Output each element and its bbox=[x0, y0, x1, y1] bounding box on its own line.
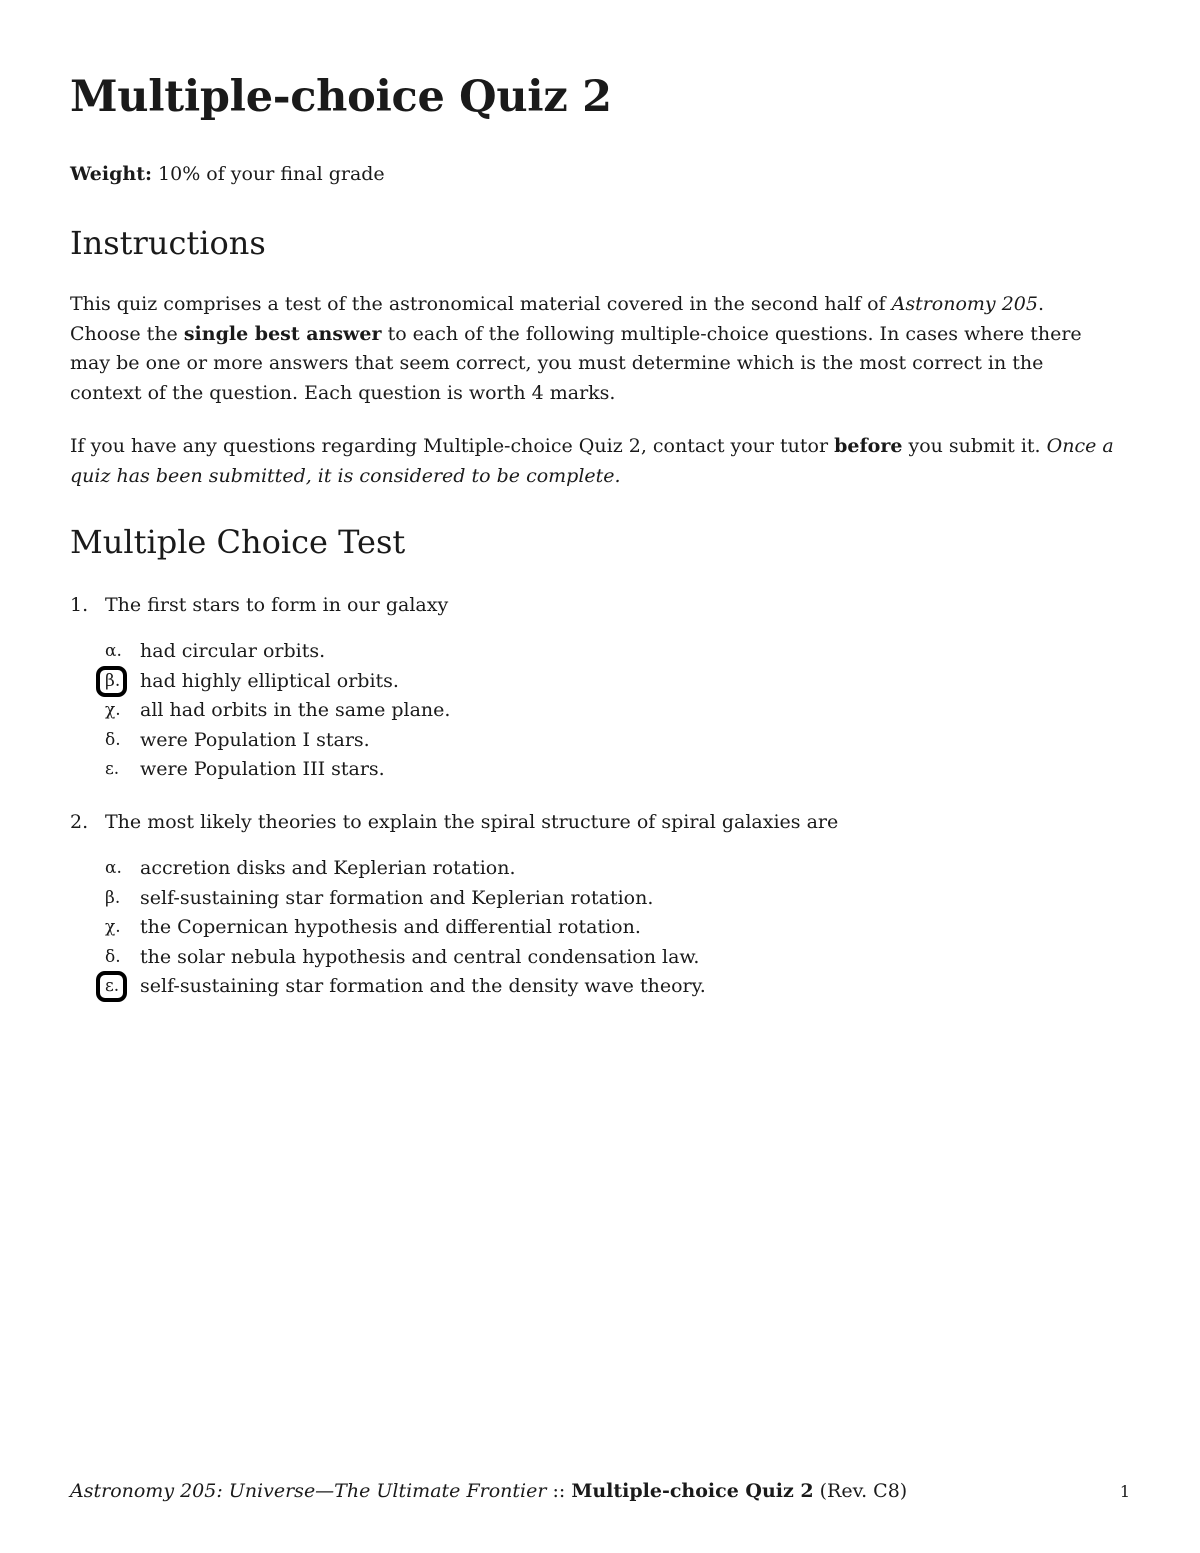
instructions-paragraph-2 bbox=[70, 432, 1115, 491]
instructions-paragraph-1 bbox=[70, 290, 1115, 408]
option-text: all had orbits in the same plane. bbox=[140, 699, 451, 722]
answer-option-beta-selected[interactable] bbox=[105, 667, 1115, 697]
instructions-heading: Instructions bbox=[70, 224, 266, 262]
option-text: were Population I stars. bbox=[140, 728, 370, 751]
page-number: 1 bbox=[1119, 1482, 1130, 1501]
para1-text-3: to each of the following multiple-choice questions. In cases where there may be one or more answers that seem correct, you must determine which is the most correct in the context of the question. Each question is worth 4 marks. bbox=[70, 322, 1082, 404]
answer-option-alpha[interactable] bbox=[105, 637, 1115, 667]
weight-label: Weight: bbox=[70, 163, 152, 185]
option-marker: χ. bbox=[105, 917, 121, 938]
option-text: the Copernican hypothesis and differential rotation. bbox=[140, 916, 641, 939]
option-marker: δ. bbox=[105, 729, 121, 750]
page-footer bbox=[70, 1480, 1130, 1502]
answer-option-alpha[interactable] bbox=[105, 854, 1115, 884]
question-2 bbox=[70, 808, 1115, 1002]
question-number: 2. bbox=[70, 811, 89, 833]
question-number: 1. bbox=[70, 594, 89, 616]
option-text: accretion disks and Keplerian rotation. bbox=[140, 857, 516, 879]
option-text: were Population III stars. bbox=[140, 758, 385, 781]
footer-course: Astronomy 205: Universe—The Ultimate Frontier bbox=[70, 1480, 547, 1502]
weight-value: 10% of your final grade bbox=[158, 163, 385, 185]
para1-text-1: This quiz comprises a test of the astronomical material covered in the second half of bbox=[70, 293, 892, 315]
option-text: self-sustaining star formation and the density wave theory. bbox=[140, 975, 706, 998]
question-text: The most likely theories to explain the spiral structure of spiral galaxies are bbox=[105, 811, 839, 833]
answer-option-epsilon[interactable] bbox=[105, 755, 1115, 785]
option-marker: α. bbox=[105, 641, 122, 661]
answer-option-chi[interactable] bbox=[105, 913, 1115, 943]
answer-option-delta[interactable] bbox=[105, 943, 1115, 973]
selected-option-marker: β. bbox=[105, 667, 140, 697]
option-marker: δ. bbox=[105, 946, 121, 967]
option-text: had highly elliptical orbits. bbox=[140, 669, 399, 692]
question-1 bbox=[70, 591, 1115, 785]
test-heading: Multiple Choice Test bbox=[70, 523, 406, 561]
option-marker: χ. bbox=[105, 700, 121, 721]
question-header bbox=[70, 808, 1115, 836]
para2-text-2: you submit it. bbox=[902, 435, 1047, 457]
before-emphasis: before bbox=[834, 435, 903, 457]
answer-option-delta[interactable] bbox=[105, 726, 1115, 756]
submission-note: Once a quiz has been submitted, it is considered to be complete. bbox=[70, 435, 1114, 487]
question-header bbox=[70, 591, 1115, 619]
question-text: The first stars to form in our galaxy bbox=[105, 594, 449, 616]
option-text: the solar nebula hypothesis and central condensation law. bbox=[140, 945, 700, 968]
weight-line bbox=[70, 163, 385, 185]
course-name: Astronomy 205 bbox=[891, 293, 1038, 315]
answer-options bbox=[105, 854, 1115, 1002]
footer-doc-title: Multiple-choice Quiz 2 bbox=[571, 1480, 814, 1502]
page-title: Multiple-choice Quiz 2 bbox=[70, 72, 612, 122]
option-marker: ε. bbox=[105, 759, 120, 780]
answer-option-epsilon-selected[interactable] bbox=[105, 972, 1115, 1002]
answer-option-chi[interactable] bbox=[105, 696, 1115, 726]
option-marker: α. bbox=[105, 858, 122, 878]
footer-separator: :: bbox=[546, 1480, 572, 1502]
selected-option-marker: ε. bbox=[105, 972, 140, 1002]
para2-text-1: If you have any questions regarding Multiple-choice Quiz 2, contact your tutor bbox=[70, 435, 835, 457]
option-text: had circular orbits. bbox=[140, 640, 326, 662]
single-best-answer: single best answer bbox=[183, 322, 382, 345]
para1-text-2: . Choose the bbox=[70, 293, 1044, 345]
option-marker: β. bbox=[105, 887, 121, 908]
answer-options bbox=[105, 637, 1115, 785]
footer-revision: (Rev. C8) bbox=[813, 1480, 908, 1502]
option-text: self-sustaining star formation and Keplerian rotation. bbox=[140, 886, 654, 909]
answer-option-beta[interactable] bbox=[105, 884, 1115, 914]
